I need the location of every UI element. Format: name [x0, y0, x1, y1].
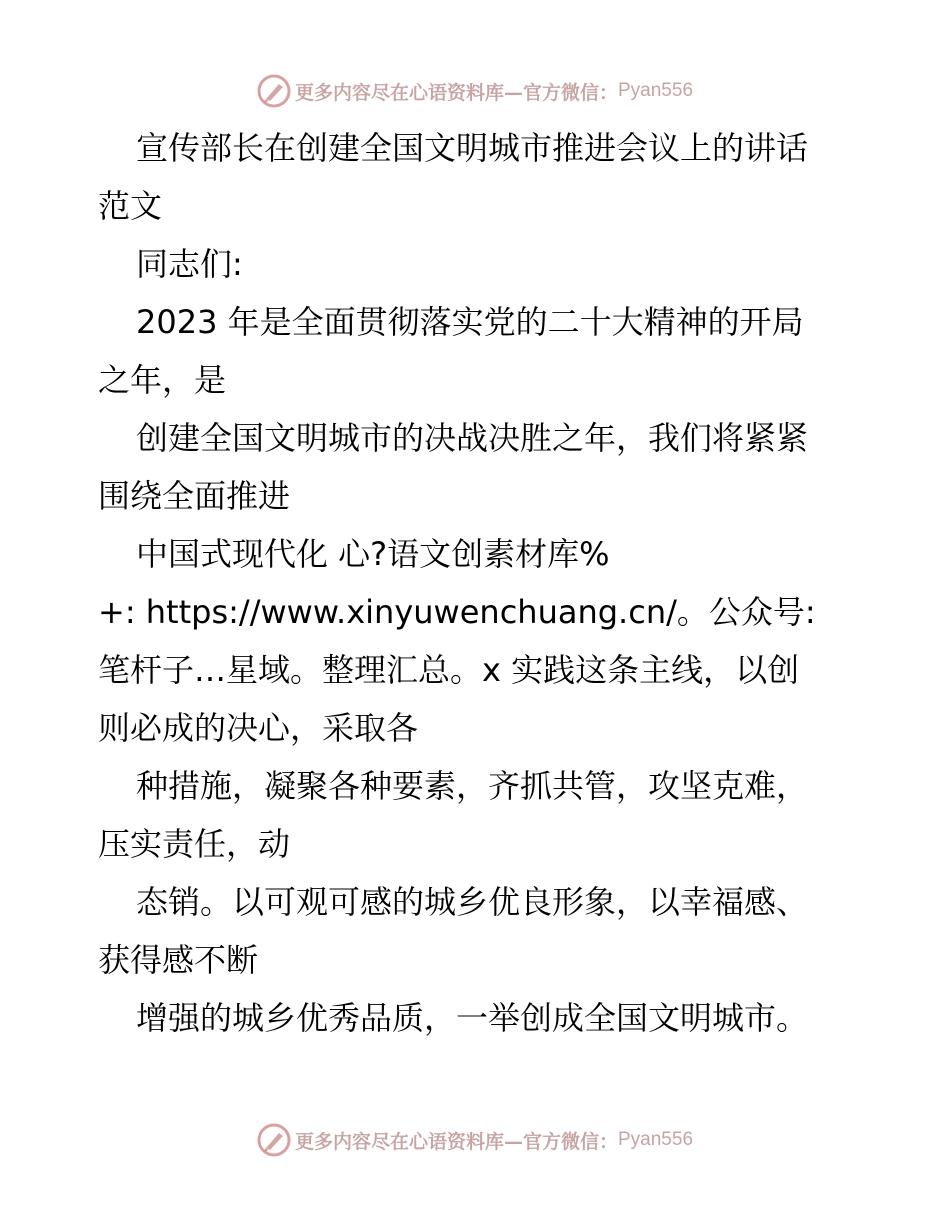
paragraph-line: 压实责任，动 [98, 825, 291, 863]
paragraph-line: 种措施，凝聚各种要素，齐抓共管，攻坚克难， [136, 767, 809, 805]
pen-logo-icon [257, 74, 291, 108]
paragraph-line: 态销。以可观可感的城乡优良形象，以幸福感、 [136, 883, 809, 921]
paragraph-line: 则必成的决心，采取各 [98, 709, 419, 747]
watermark-text: 更多内容尽在心语资料库—官方微信： [294, 81, 618, 104]
title-line-1: 宣传部长在创建全国文明城市推进会议上的讲话 [136, 129, 809, 167]
paragraph-line: 笔杆子…星域。整理汇总。x 实践这条主线，以创 [98, 651, 800, 689]
paragraph-line: 获得感不断 [98, 941, 259, 979]
salutation: 同志们: [136, 245, 243, 283]
watermark-text: 更多内容尽在心语资料库—官方微信： [294, 1130, 618, 1153]
paragraph-line: 增强的城乡优秀品质，一举创成全国文明城市。 [136, 999, 809, 1037]
paragraph-line: 之年，是 [98, 361, 227, 399]
watermark-id: Pyan556 [618, 80, 694, 101]
footer-watermark [0, 1120, 950, 1160]
header-watermark [0, 71, 950, 111]
paragraph-line: 2023 年是全面贯彻落实党的二十大精神的开局 [136, 303, 804, 341]
paragraph-line: +: https://www.xinyuwenchuang.cn/。公众号: [98, 593, 816, 631]
watermark-id: Pyan556 [618, 1129, 694, 1150]
paragraph-line: 创建全国文明城市的决战决胜之年，我们将紧紧 [136, 419, 809, 457]
title-line-2: 范文 [98, 187, 163, 225]
paragraph-line: 围绕全面推进 [98, 477, 291, 515]
paragraph-line: 中国式现代化 心?语文创素材库% [136, 535, 610, 573]
pen-logo-icon [257, 1123, 291, 1157]
